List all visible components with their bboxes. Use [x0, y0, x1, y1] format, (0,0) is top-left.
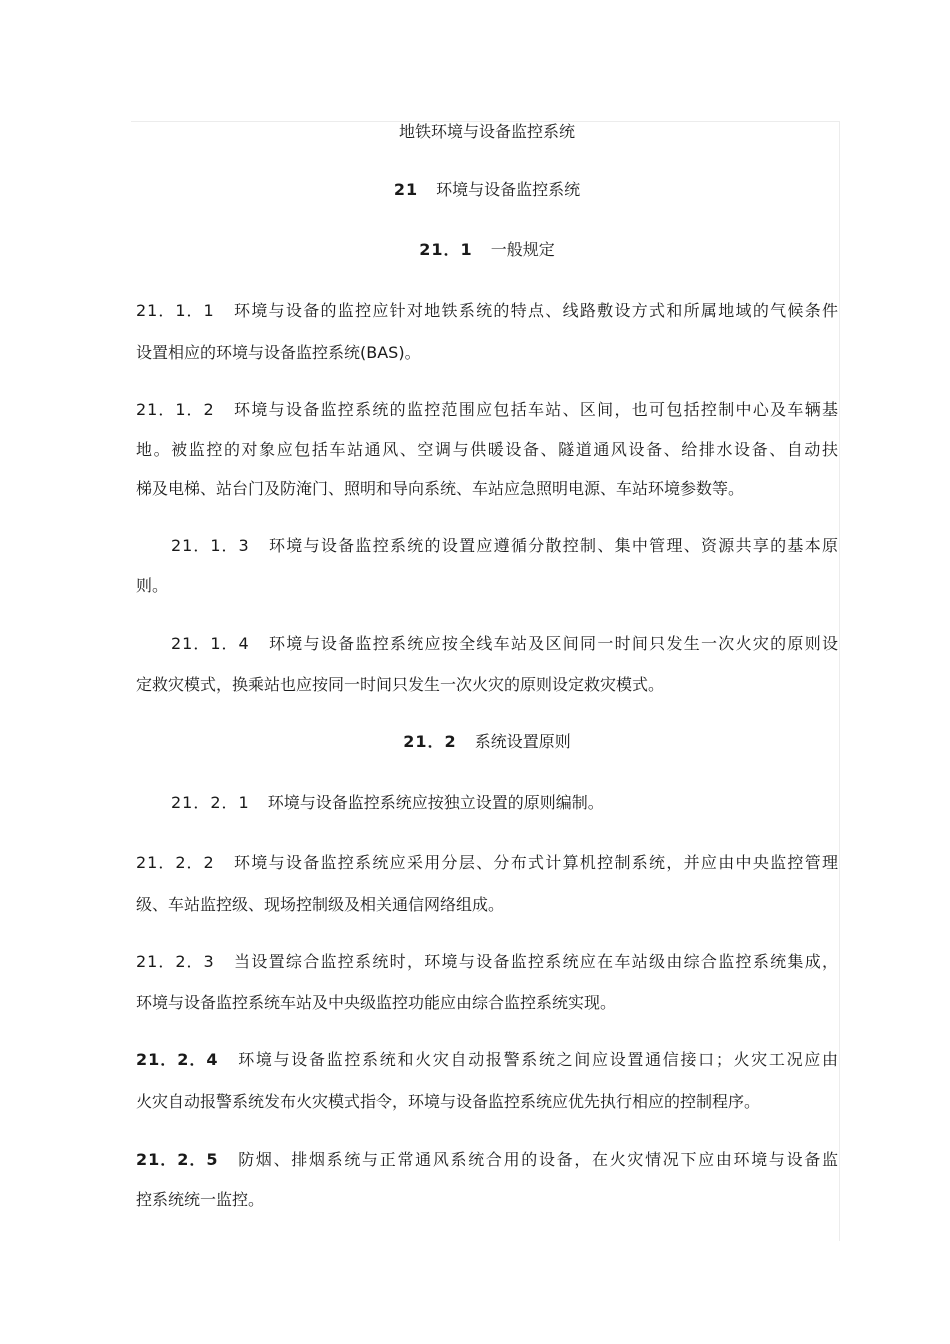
clause-text: 控系统统一监控。: [136, 1190, 265, 1209]
section-title: 系统设置原则: [474, 732, 571, 751]
chapter-number: 21: [393, 180, 419, 199]
chapter-title: 环境与设备监控系统: [436, 180, 581, 199]
clause-text: 环境与设备监控系统和火灾自动报警系统之间应设置通信接口；火灾工况应由: [236, 1050, 838, 1069]
document-title: [136, 117, 838, 147]
clause-text: 定救灾模式，换乘站也应按同一时间只发生一次火灾的原则设定救灾模式。: [136, 675, 665, 694]
clause-21-2-3-line-2: [136, 988, 838, 1018]
clause-text: 防烟、排烟系统与正常通风系统合用的设备，在火灾情况下应由环境与设备监: [236, 1150, 838, 1169]
clause-number: 21．1．2: [136, 400, 215, 419]
clause-text: 设置相应的环境与设备监控系统(BAS)。: [136, 343, 421, 362]
section-number: 21．1: [419, 240, 473, 259]
clause-21-1-3-line-1: [136, 531, 838, 561]
clause-number: 21．1．3: [171, 536, 250, 555]
clause-21-1-2-line-1: [136, 395, 838, 425]
page-frame-right-border: [839, 121, 840, 1241]
clause-text: 环境与设备的监控应针对地铁系统的特点、线路敷设方式和所属地域的气候条件: [232, 301, 838, 320]
clause-text: 地。被监控的对象应包括车站通风、空调与供暖设备、隧道通风设备、给排水设备、自动扶: [136, 440, 838, 459]
clause-text: 环境与设备监控系统的设置应遵循分散控制、集中管理、资源共享的基本原: [267, 536, 838, 555]
clause-number: 21．2．2: [136, 853, 215, 872]
clause-21-1-1-line-1: [136, 296, 838, 326]
clause-text: 环境与设备监控系统的监控范围应包括车站、区间，也可包括控制中心及车辆基: [232, 400, 838, 419]
section-heading-21-1: [136, 235, 838, 265]
clause-21-2-1-line-1: [136, 788, 838, 818]
clause-text: 环境与设备监控系统车站及中央级监控功能应由综合监控系统实现。: [136, 993, 617, 1012]
clause-21-2-4-line-1: [136, 1045, 838, 1075]
section-heading-21-2: [136, 727, 838, 757]
clause-21-2-4-line-2: [136, 1087, 838, 1117]
clause-text: 当设置综合监控系统时，环境与设备监控系统应在车站级由综合监控系统集成，: [232, 952, 838, 971]
clause-21-1-4-line-2: [136, 670, 838, 700]
clause-text: 火灾自动报警系统发布火灾模式指令，环境与设备监控系统应优先执行相应的控制程序。: [136, 1092, 761, 1111]
clause-21-1-2-line-2: [136, 435, 838, 465]
clause-text: 环境与设备监控系统应按独立设置的原则编制。: [267, 793, 604, 812]
clause-text: 则。: [136, 576, 169, 595]
section-title: 一般规定: [490, 240, 555, 259]
clause-text: 环境与设备监控系统应采用分层、分布式计算机控制系统，并应由中央监控管理: [232, 853, 838, 872]
clause-21-2-5-line-2: [136, 1185, 838, 1215]
document-title-text: 地铁环境与设备监控系统: [398, 122, 575, 141]
clause-number: 21．1．1: [136, 301, 215, 320]
clause-21-2-3-line-1: [136, 947, 838, 977]
clause-number: 21．1．4: [171, 634, 250, 653]
clause-number: 21．2．3: [136, 952, 215, 971]
clause-21-1-3-line-2: [136, 571, 838, 601]
section-number: 21．2: [403, 732, 457, 751]
clause-21-1-2-line-3: [136, 474, 838, 504]
clause-21-2-2-line-1: [136, 848, 838, 878]
clause-21-1-1-line-2: [136, 338, 838, 368]
clause-21-1-4-line-1: [136, 629, 838, 659]
clause-text: 梯及电梯、站台门及防淹门、照明和导向系统、车站应急照明电源、车站环境参数等。: [136, 479, 745, 498]
clause-number: 21．2．1: [171, 793, 250, 812]
chapter-heading: [136, 175, 838, 205]
clause-text: 级、车站监控级、现场控制级及相关通信网络组成。: [136, 895, 505, 914]
clause-number: 21．2．5: [136, 1150, 219, 1169]
clause-21-2-5-line-1: [136, 1145, 838, 1175]
clause-text: 环境与设备监控系统应按全线车站及区间同一时间只发生一次火灾的原则设: [267, 634, 838, 653]
clause-21-2-2-line-2: [136, 890, 838, 920]
clause-number: 21．2．4: [136, 1050, 219, 1069]
